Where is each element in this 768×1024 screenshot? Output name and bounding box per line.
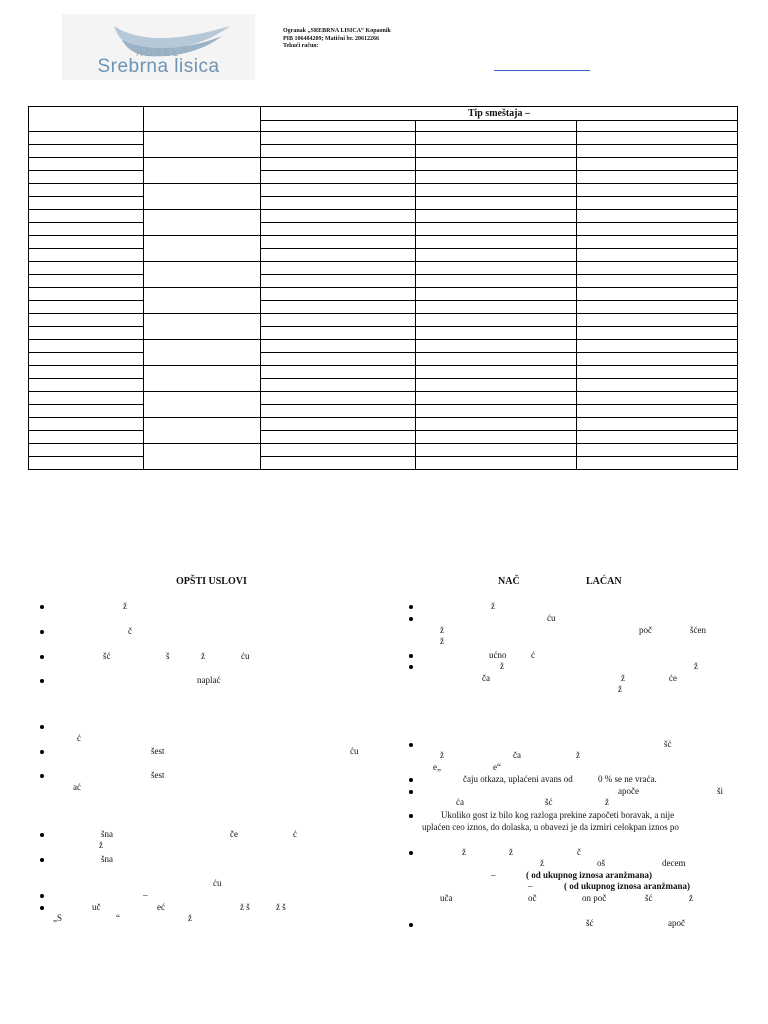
text-fragment: če	[230, 829, 238, 839]
bullet-icon	[40, 630, 44, 634]
table-row-divider	[29, 144, 143, 145]
text-fragment: ću	[213, 878, 222, 888]
text-fragment: e„	[433, 762, 441, 772]
text-fragment: šć	[586, 918, 594, 928]
text-fragment: š	[166, 651, 170, 661]
text-fragment: uč	[92, 902, 101, 912]
table-row-divider	[260, 378, 737, 379]
text-fragment: šna	[101, 829, 113, 839]
text-fragment: ž	[201, 651, 205, 661]
text-fragment: ać	[73, 782, 81, 792]
bullet-icon	[409, 743, 413, 747]
text-fragment: ću	[241, 651, 250, 661]
table-row-divider	[29, 261, 737, 262]
table-row-divider	[29, 417, 737, 418]
table-row-divider	[29, 352, 143, 353]
table-row-divider	[260, 274, 737, 275]
text-fragment: ću	[350, 746, 359, 756]
table-row-divider	[29, 313, 737, 314]
table-row-divider	[29, 287, 737, 288]
text-fragment: ž š	[276, 902, 286, 912]
table-row-divider	[29, 209, 737, 210]
bullet-icon	[409, 665, 413, 669]
table-row-divider	[29, 456, 143, 457]
text-fragment: apoče	[618, 786, 639, 796]
text-fragment: ću	[547, 613, 556, 623]
text-fragment: ž	[440, 750, 444, 760]
bullet-icon	[409, 790, 413, 794]
text-fragment: eć	[157, 902, 165, 912]
text-fragment: apoč	[668, 918, 685, 928]
text-fragment: Ukoliko gost iz bilo kog razloga prekine započeti boravak, a nije	[441, 810, 675, 820]
payment-method-title-left: NAČ	[498, 576, 520, 587]
general-conditions-title: OPŠTI USLOVI	[176, 576, 247, 587]
text-fragment: decem	[662, 858, 686, 868]
text-fragment: ž	[694, 661, 698, 671]
text-fragment: ( od ukupnog iznosa aranžmana)	[526, 870, 653, 880]
text-fragment: uča	[440, 893, 453, 903]
table-row-divider	[29, 222, 143, 223]
text-fragment: ž	[188, 913, 192, 923]
table-row-divider	[260, 196, 737, 197]
text-fragment: ućno	[489, 650, 507, 660]
hyperlink-underline[interactable]	[494, 70, 590, 71]
text-fragment: ž	[605, 797, 609, 807]
bullet-icon	[40, 655, 44, 659]
table-row-divider	[29, 404, 143, 405]
text-fragment: –	[491, 870, 496, 880]
bullet-icon	[40, 858, 44, 862]
table-row-divider	[29, 183, 737, 184]
table-row-divider	[29, 248, 143, 249]
table-row-divider	[260, 144, 737, 145]
text-fragment: ž	[621, 673, 625, 683]
text-fragment: šna	[101, 854, 113, 864]
table-row-divider	[260, 222, 737, 223]
text-fragment: č	[128, 626, 132, 636]
bullet-icon	[409, 778, 413, 782]
bullet-icon	[40, 833, 44, 837]
text-fragment: ž	[462, 847, 466, 857]
company-line: Tekući račun:	[283, 43, 319, 49]
table-row-divider	[29, 391, 737, 392]
text-fragment: ž	[500, 661, 504, 671]
table-header-divider	[260, 120, 737, 121]
text-fragment: će	[669, 673, 677, 683]
text-fragment: ž	[689, 893, 693, 903]
text-fragment: čaju otkaza, uplaćeni avans od	[463, 774, 573, 784]
table-row-divider	[260, 170, 737, 171]
company-line: Ogranak „SREBRNA LISICA“ Kopaonik	[283, 28, 391, 34]
text-fragment: uplaćen ceo iznos, do dolaska, u obavezi je da izmiri celokpan iznos po	[422, 822, 679, 832]
text-fragment: ž	[509, 847, 513, 857]
payment-method-title-right: LAĆAN	[586, 576, 622, 587]
table-row-divider	[29, 170, 143, 171]
bullet-icon	[40, 679, 44, 683]
text-fragment: šć	[103, 651, 111, 661]
text-fragment: ž	[618, 684, 622, 694]
text-fragment: ć	[531, 650, 535, 660]
hotel-logo	[62, 14, 255, 80]
bullet-icon	[40, 894, 44, 898]
bullet-icon	[40, 725, 44, 729]
text-fragment: ž	[99, 840, 103, 850]
bullet-icon	[40, 906, 44, 910]
text-fragment: ča	[482, 673, 490, 683]
company-info	[283, 28, 391, 51]
table-row-divider	[29, 274, 143, 275]
table-row-divider	[260, 404, 737, 405]
text-fragment: ča	[513, 750, 521, 760]
text-fragment: ž	[123, 601, 127, 611]
table-column-divider	[143, 107, 144, 469]
text-fragment: šć	[645, 893, 653, 903]
text-fragment: –	[528, 881, 533, 891]
table-row-divider	[29, 378, 143, 379]
text-fragment: šćen	[690, 625, 706, 635]
text-fragment: ž	[440, 625, 444, 635]
text-fragment: ž š	[240, 902, 250, 912]
table-row-divider	[29, 430, 143, 431]
table-row-divider	[260, 248, 737, 249]
text-fragment: ž	[540, 858, 544, 868]
text-fragment: ( od ukupnog iznosa aranžmana)	[564, 881, 691, 891]
table-row-divider	[29, 365, 737, 366]
logo-name: Srebrna lisica	[97, 56, 220, 77]
company-line: PIB 106484209; Matični br. 20612266	[283, 35, 379, 42]
text-fragment: ši	[717, 786, 724, 796]
table-row-divider	[29, 196, 143, 197]
bullet-icon	[40, 605, 44, 609]
text-fragment: poč	[639, 625, 652, 635]
text-fragment: oč	[528, 893, 537, 903]
table-row-divider	[260, 456, 737, 457]
table-row-divider	[260, 300, 737, 301]
logo-small-text: HOTEL	[135, 48, 181, 58]
text-fragment: oš	[597, 858, 606, 868]
text-fragment: ća	[456, 797, 464, 807]
bullet-icon	[40, 750, 44, 754]
text-fragment: šest	[151, 746, 165, 756]
bullet-icon	[409, 654, 413, 658]
bullet-icon	[409, 605, 413, 609]
text-fragment: –	[143, 890, 148, 900]
text-fragment: „S	[53, 913, 62, 923]
text-fragment: šest	[151, 770, 165, 780]
accommodation-table	[28, 106, 738, 470]
table-row-divider	[260, 352, 737, 353]
table-column-divider	[260, 107, 261, 469]
text-fragment: ž	[576, 750, 580, 760]
bullet-icon	[409, 617, 413, 621]
bullet-icon	[40, 774, 44, 778]
text-fragment: šć	[664, 739, 672, 749]
text-fragment: “	[116, 913, 120, 923]
table-row-divider	[29, 300, 143, 301]
text-fragment: naplać	[197, 675, 221, 685]
text-fragment: ž	[491, 601, 495, 611]
text-fragment: e“	[493, 762, 501, 772]
text-fragment: č	[577, 847, 581, 857]
table-row-divider	[29, 157, 737, 158]
text-fragment: on poč	[582, 893, 607, 903]
table-row-divider	[29, 235, 737, 236]
table-row-divider	[29, 339, 737, 340]
table-row-divider	[260, 326, 737, 327]
text-fragment: šć	[545, 797, 553, 807]
text-fragment: 0 % se ne vraća.	[598, 774, 657, 784]
bullet-icon	[409, 923, 413, 927]
bullet-icon	[409, 851, 413, 855]
text-fragment: ć	[293, 829, 297, 839]
table-row-divider	[260, 430, 737, 431]
table-title: Tip smeštaja –	[467, 108, 531, 119]
text-fragment: ć	[77, 733, 81, 743]
table-row-divider	[29, 326, 143, 327]
table-header-divider	[29, 131, 737, 132]
bullet-icon	[409, 814, 413, 818]
table-row-divider	[29, 443, 737, 444]
text-fragment: ž	[440, 636, 444, 646]
